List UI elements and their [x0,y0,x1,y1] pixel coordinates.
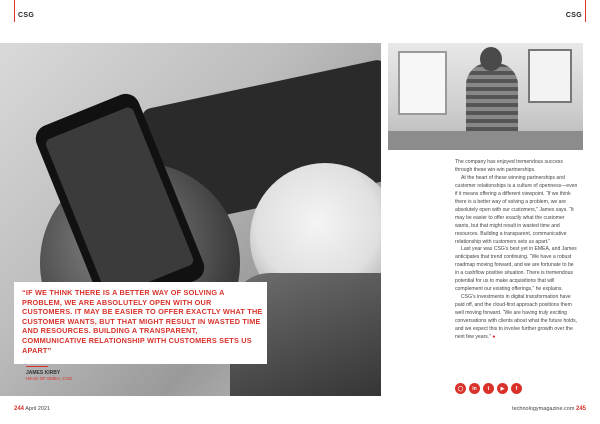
instagram-icon[interactable]: ◯ [455,383,466,394]
quote-attribution-role: HEAD OF EMEA, CSG [26,376,73,381]
facebook-icon[interactable]: f [511,383,522,394]
body-paragraph: Last year was CSG’s best yet in EMEA, and James anticipates that trend continuing. “We have a robust roadmap moving forward, and we are fortunate to be in a cashflow positive situation. There is tremendous potential for us to make acquisitions that will complement our existing offerings,” he explains. [455,246,577,293]
page-number-left: 244 [14,406,25,412]
page-number-right: 245 [575,406,586,412]
site-url[interactable]: technologymagazine.com [512,406,575,412]
linkedin-icon[interactable]: in [469,383,480,394]
youtube-icon[interactable]: ▶ [497,383,508,394]
side-photo [388,43,583,150]
body-paragraph: At the heart of these winning partnerships and customer relationships is a culture of openness—even if it means offering a different viewpoint. “If we think there is a better way of solving a problem, we are absolutely open with our customers,” James says. “It may be easier to offer exactly what the customer wants, but that might result in wasted time and resources. Building a transparent, communicative relationship with customers sets us apart.” [455,174,578,245]
article-body [455,159,578,342]
body-paragraph: The company has enjoyed tremendous success through these win-win partnerships. [455,159,563,173]
twitter-icon[interactable]: t [483,383,494,394]
issue-date: April 2021 [25,406,51,412]
footer-right [512,406,586,412]
end-mark-icon: ● [492,333,496,340]
header-rule-right [585,0,586,22]
header-label-left: CSG [18,12,35,19]
quote-divider [26,366,48,367]
footer-left [14,406,50,412]
body-paragraph: CSG’s investments in digital transformation have paid off, and the cloud-first approach positions them well moving forward. “We are having truly exciting conversations with clients about what the future holds, and we expect this to involve further growth over the next few years.” ● [455,294,578,340]
quote-attribution-name: JAMES KIRBY [26,370,61,376]
header-rule-left [14,0,15,22]
pull-quote: “IF WE THINK THERE IS A BETTER WAY OF SOLVING A PROBLEM, WE ARE ABSOLUTELY OPEN WITH OUR CUSTOMERS. IT MAY BE EASIER TO OFFER EXACTLY WHAT THE CUSTOMER WANTS, BUT THAT MIGHT RESULT IN WASTED TIME AND RESOURCES. BUILDING A TRANSPARENT, COMMUNICATIVE RELATIONSHIP WITH CUSTOMERS SETS US APART” [22,288,263,355]
header-label-right: CSG [565,12,582,19]
social-links [455,383,522,394]
